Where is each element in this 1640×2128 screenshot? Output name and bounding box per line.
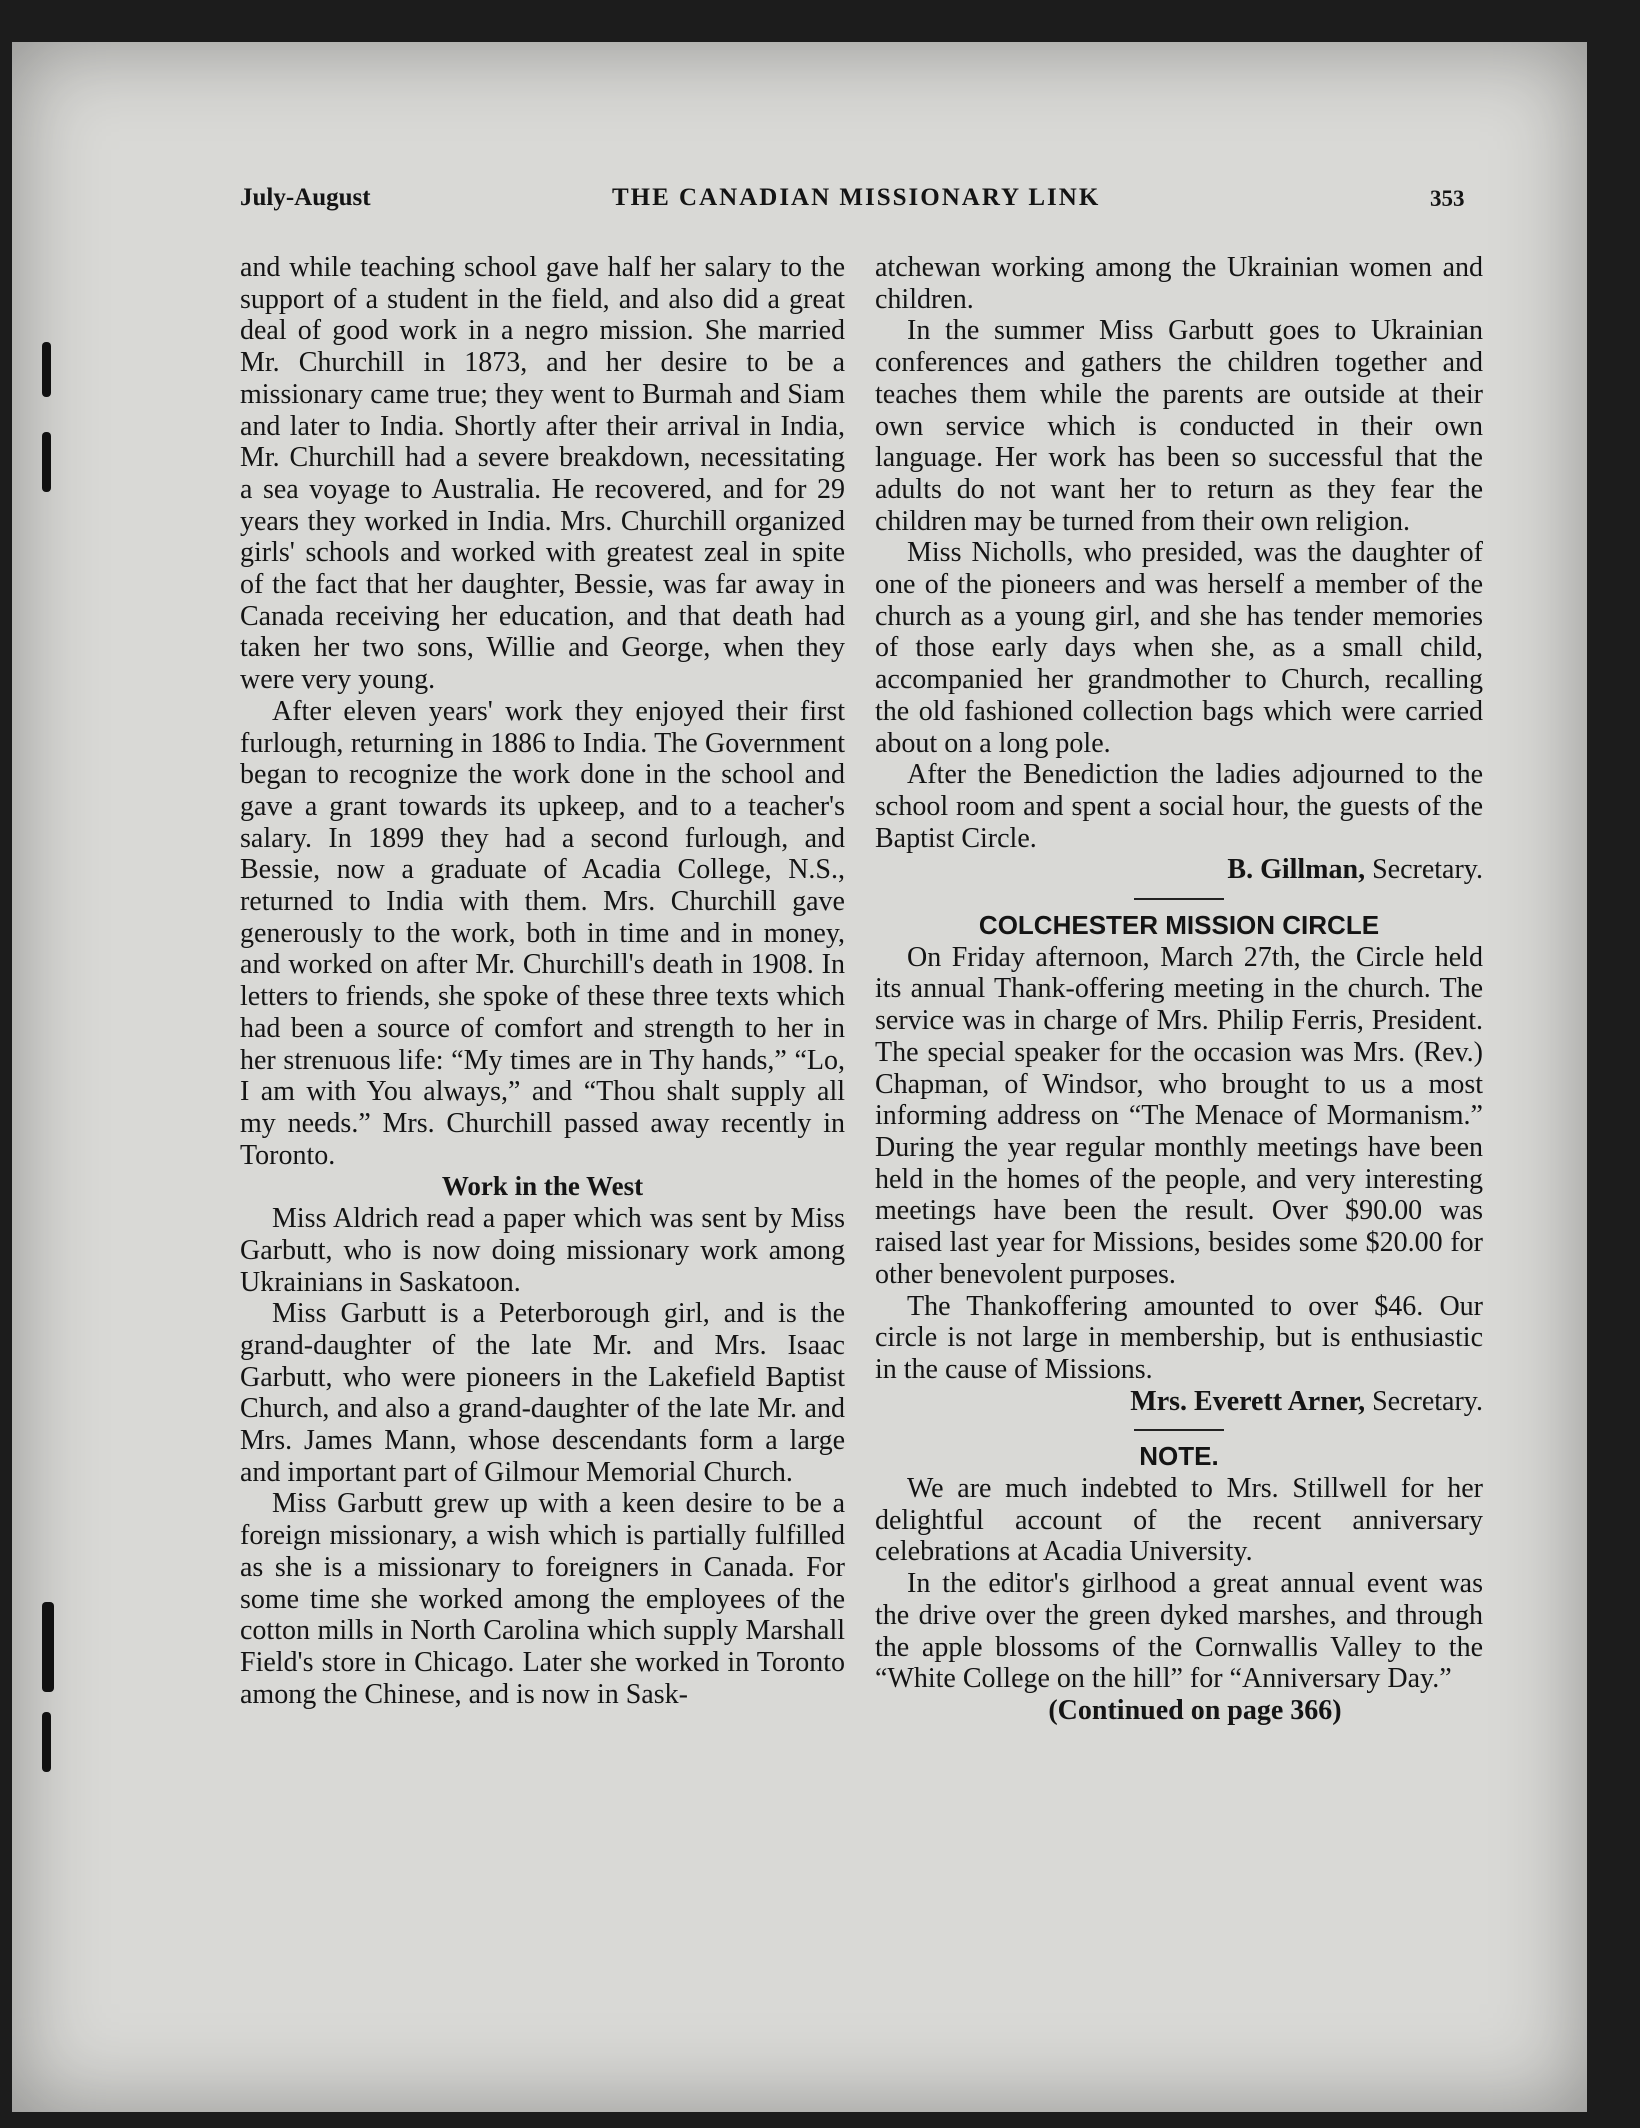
paragraph: In the summer Miss Garbutt goes to Ukrainian conferences and gathers the children together and teaches them while the parents are outside at their own service which is conducted in their own language. Her work has been so successful that the adults do not want her to return as they fear the children may be turned from their own religion. xyxy=(875,315,1483,537)
signature-title: Secretary. xyxy=(1365,1385,1483,1417)
section-divider xyxy=(1134,898,1224,900)
heading-note: NOTE. xyxy=(1139,1441,1219,1472)
paragraph: We are much indebted to Mrs. Stillwell for her delightful account of the recent anniversary celebrations at Acadia University. xyxy=(875,1473,1483,1568)
paragraph: and while teaching school gave half her salary to the support of a student in the field, and also did a great deal of good work in a negro mission. She married Mr. Churchill in 1873, and her desire to be a missionary came true; they went to Burmah and Siam and later to India. Shortly after their arrival in India, Mr. Churchill had a severe breakdown, necessitating a sea voyage to Australia. He recovered, and for 29 years they worked in India. Mrs. Churchill organized girls' schools and worked with greatest zeal in spite of the fact that her daughter, Bessie, was far away in Canada receiving her education, and that death had taken her two sons, Willie and George, when they were very young. xyxy=(240,252,845,696)
paragraph: In the editor's girlhood a great annual event was the drive over the green dyked marshes, and through the apple blossoms of the Cornwallis Valley to the “White College on the hill” for “Anniversary Day.” xyxy=(875,1568,1483,1695)
publication-title: THE CANADIAN MISSIONARY LINK xyxy=(612,184,1101,211)
paragraph: atchewan working among the Ukrainian women and children. xyxy=(875,252,1483,315)
paragraph: On Friday afternoon, March 27th, the Circle held its annual Thank-offering meeting in the church. The service was in charge of Mrs. Philip Ferris, President. The special speaker for the occasion was Mrs. (Rev.) Chapman, of Windsor, who brought to us a most informing address on “The Menace of Mormanism.” During the year regular monthly meetings have been held in the homes of the people, and very interesting meetings have been the result. Over $90.00 was raised last year for Missions, besides some $20.00 for other benevolent purposes. xyxy=(875,941,1483,1290)
binding-mark xyxy=(42,432,51,492)
paragraph: Miss Garbutt is a Peterborough girl, and is the grand-daughter of the late Mr. and Mrs. Isaac Garbutt, who were pioneers in the Lakefield Baptist Church, and also a grand-daughter of the late Mr. and Mrs. James Mann, whose descendants form a large and important part of Gilmour Memorial Church. xyxy=(240,1298,845,1488)
page-number: 353 xyxy=(1430,186,1465,211)
signature-name: Mrs. Everett Arner, xyxy=(1130,1385,1366,1417)
signature-name: B. Gillman, xyxy=(1227,854,1366,886)
signature-title: Secretary. xyxy=(1365,854,1483,886)
left-column xyxy=(240,252,845,1710)
heading-colchester-mission-circle: COLCHESTER MISSION CIRCLE xyxy=(978,910,1380,941)
paragraph: After the Benediction the ladies adjourned to the school room and spent a social hour, the guests of the Baptist Circle. xyxy=(875,759,1483,854)
magazine-page xyxy=(12,42,1587,2112)
binding-mark xyxy=(42,342,51,397)
paragraph: Miss Aldrich read a paper which was sent by Miss Garbutt, who is now doing missionary work among Ukrainians in Saskatoon. xyxy=(240,1203,845,1298)
binding-mark xyxy=(42,1602,54,1692)
paragraph: The Thankoffering amounted to over $46. Our circle is not large in membership, but is enthusiastic in the cause of Missions. xyxy=(875,1290,1483,1385)
signature-gillman xyxy=(875,854,1483,886)
right-column xyxy=(875,252,1483,1727)
paragraph: Miss Garbutt grew up with a keen desire to be a foreign missionary, a wish which is partially fulfilled as she is a missionary to foreigners in Canada. For some time she worked among the employees of the cotton mills in North Carolina which supply Marshall Field's store in Chicago. Later she worked in Toronto among the Chinese, and is now in Sask- xyxy=(240,1488,845,1710)
subheading-work-in-the-west: Work in the West xyxy=(441,1171,644,1202)
paragraph: Miss Nicholls, who presided, was the daughter of one of the pioneers and was herself a member of the church as a young girl, and she has tender memories of those early days when she, as a small child, accompanied her grandmother to Church, recalling the old fashioned collection bags which were carried about on a long pole. xyxy=(875,537,1483,759)
section-divider xyxy=(1134,1429,1224,1431)
binding-mark xyxy=(42,1712,51,1772)
paragraph: After eleven years' work they enjoyed their first furlough, returning in 1886 to India. The Government began to recognize the work done in the school and gave a grant towards its upkeep, and to a teacher's salary. In 1899 they had a second furlough, and Bessie, now a graduate of Acadia College, N.S., returned to India with them. Mrs. Churchill gave generously to the work, both in time and in money, and worked on after Mr. Churchill's death in 1908. In letters to friends, she spoke of these three texts which had been a source of comfort and strength to her in her strenuous life: “My times are in Thy hands,” “Lo, I am with You always,” and “Thou shalt supply all my needs.” Mrs. Churchill passed away recently in Toronto. xyxy=(240,695,845,1171)
issue-date: July-August xyxy=(240,184,371,211)
signature-arner xyxy=(875,1386,1483,1418)
continued-notice: (Continued on page 366) xyxy=(1048,1694,1342,1726)
